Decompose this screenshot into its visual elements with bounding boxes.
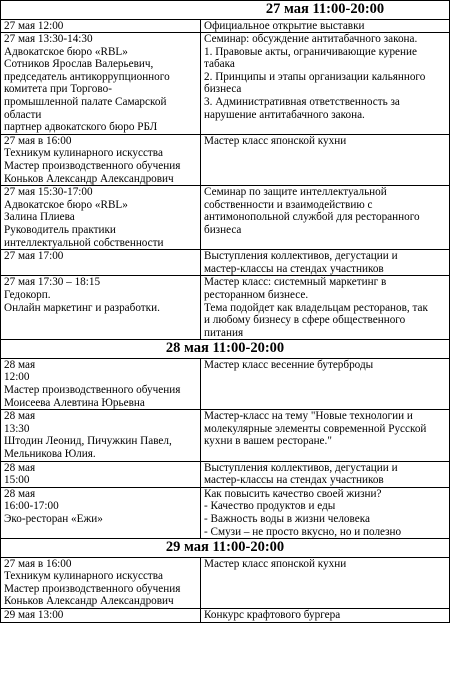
text-line: молекулярные элементы современной Русской — [204, 422, 427, 435]
text-line: 27 мая 13:30-14:30 — [4, 33, 93, 46]
event-time-speaker-cell — [1, 461, 201, 487]
day-header: 27 мая 11:00-20:00 — [1, 1, 450, 20]
text-line: 27 мая 15:30-17:00 — [4, 186, 93, 199]
day-header-row — [1, 1, 450, 20]
text-line: - Качество продуктов и еды — [204, 500, 336, 513]
text-line: 28 мая — [4, 461, 36, 474]
text-line: Мельникова Юлия. — [4, 448, 96, 460]
event-row — [1, 134, 450, 185]
text-line: Семинар по защите интеллектуальной — [204, 186, 387, 199]
text-line: Мастер класс японской кухни — [204, 557, 347, 570]
event-time-speaker-cell — [1, 186, 201, 250]
text-line: Залина Плиева — [4, 211, 75, 224]
event-description-cell — [201, 461, 450, 487]
text-line: 28 мая — [4, 410, 36, 423]
text-line: бизнеса — [204, 224, 242, 236]
text-line: Конкурс крафтового бургера — [204, 609, 341, 622]
event-time-speaker-cell — [1, 250, 201, 276]
event-row — [1, 487, 450, 538]
text-line: 29 мая 13:00 — [4, 609, 64, 622]
event-time-speaker-cell — [1, 33, 201, 135]
text-line: бизнеса — [204, 83, 242, 96]
text-line: интеллектуальной собственности — [4, 236, 164, 249]
text-line: Сотников Ярослав Валерьевич, — [4, 58, 154, 71]
event-description-cell — [201, 134, 450, 185]
text-line: Выступления коллективов, дегустации и — [204, 461, 398, 474]
text-line: мастер-классы на стендах участников — [204, 262, 384, 275]
event-description-cell — [201, 410, 450, 461]
text-line: 27 мая 17:00 — [4, 250, 64, 263]
event-description-cell — [201, 276, 450, 340]
text-line: Адвокатское бюро «RBL» — [4, 198, 128, 211]
text-line: 27 мая в 16:00 — [4, 557, 72, 570]
text-line: Коньков Александр Александрович — [4, 172, 174, 185]
day-header: 29 мая 11:00-20:00 — [1, 539, 450, 558]
text-line: Выступления коллективов, дегустации и — [204, 250, 398, 263]
text-line: Гедокорп. — [4, 288, 51, 301]
event-row — [1, 33, 450, 135]
text-line: и любому бизнесу в сфере общественного — [204, 314, 406, 327]
event-time-speaker-cell — [1, 487, 201, 538]
text-line: 2. Принципы и этапы организации кальянного — [204, 70, 426, 83]
text-line: питания — [204, 326, 244, 339]
text-line: Адвокатское бюро «RBL» — [4, 45, 128, 58]
text-line: Моисеева Алевтина Юрьевна — [4, 396, 145, 409]
event-description-cell — [201, 186, 450, 250]
day-header-row — [1, 539, 450, 558]
text-line: 1. Правовые акты, ограничивающие курение — [204, 45, 417, 58]
text-line: 16:00-17:00 — [4, 500, 59, 513]
text-line: Официальное открытие выставки — [204, 19, 365, 32]
event-description-cell — [201, 33, 450, 135]
text-line: 27 мая 12:00 — [4, 19, 64, 32]
text-line: антимонопольной службой для ресторанного — [204, 211, 420, 224]
event-row — [1, 461, 450, 487]
event-row — [1, 186, 450, 250]
event-time-speaker-cell — [1, 410, 201, 461]
text-line: табака — [204, 58, 235, 71]
text-line: кухни в вашем ресторане." — [204, 435, 332, 448]
text-line: Мастер-класс на тему "Новые технологии и — [204, 410, 413, 423]
event-time-speaker-cell — [1, 19, 201, 33]
event-row — [1, 358, 450, 409]
text-line: 15:00 — [4, 474, 30, 487]
text-line: Штодин Леонид, Пичужкин Павел, — [4, 435, 172, 448]
text-line: 27 мая 17:30 – 18:15 — [4, 276, 101, 289]
event-time-speaker-cell — [1, 134, 201, 185]
event-row — [1, 276, 450, 340]
event-description-cell — [201, 557, 450, 608]
event-time-speaker-cell — [1, 276, 201, 340]
event-time-speaker-cell — [1, 358, 201, 409]
text-line: Тема подойдет как владельцам ресторанов, так — [204, 301, 428, 314]
text-line: Семинар: обсуждение антитабачного закона. — [204, 33, 418, 46]
event-time-speaker-cell — [1, 609, 201, 623]
text-line: области — [4, 108, 42, 121]
text-line: мастер-классы на стендах участников — [204, 474, 384, 487]
text-line: 27 мая в 16:00 — [4, 134, 72, 147]
event-time-speaker-cell — [1, 557, 201, 608]
text-line: Коньков Александр Александрович — [4, 595, 174, 608]
event-row — [1, 410, 450, 461]
text-line: комитета при Торгово- — [4, 83, 112, 96]
text-line: Онлайн маркетинг и разработки. — [4, 301, 160, 314]
text-line: Эко-ресторан «Ежи» — [4, 512, 103, 525]
text-line: нарушение антитабачного закона. — [204, 108, 365, 121]
event-description-cell — [201, 358, 450, 409]
text-line: - Смузи – не просто вкусно, но и полезно — [204, 525, 402, 538]
text-line: Мастер производственного обучения — [4, 582, 181, 595]
event-row — [1, 609, 450, 623]
text-line: Мастер класс японской кухни — [204, 134, 347, 147]
text-line: промышленной палате Самарской — [4, 96, 167, 109]
day-header-row — [1, 340, 450, 359]
text-line: партнер адвокатского бюро РБЛ — [4, 121, 158, 134]
text-line: - Важность воды в жизни человека — [204, 512, 370, 525]
text-line: Руководитель практики — [4, 224, 116, 236]
event-description-cell — [201, 250, 450, 276]
text-line: Мастер производственного обучения — [4, 384, 181, 397]
text-line: Как повысить качество своей жизни? — [204, 487, 382, 500]
event-description-cell — [201, 487, 450, 538]
text-line: 13:30 — [4, 422, 30, 435]
text-line: собственности и взаимодействию с — [204, 198, 373, 211]
event-description-cell — [201, 609, 450, 623]
event-row — [1, 557, 450, 608]
day-header: 28 мая 11:00-20:00 — [1, 340, 450, 359]
text-line: 28 мая — [4, 487, 36, 500]
text-line: ресторанном бизнесе. — [204, 288, 309, 301]
event-row — [1, 250, 450, 276]
text-line: Техникум кулинарного искусства — [4, 570, 163, 583]
text-line: Техникум кулинарного искусства — [4, 147, 163, 160]
text-line: Мастер класс весенние бутерброды — [204, 358, 374, 371]
event-description-cell — [201, 19, 450, 33]
text-line: Мастер класс: системный маркетинг в — [204, 276, 387, 289]
text-line: 12:00 — [4, 371, 30, 384]
event-row — [1, 19, 450, 33]
text-line: 3. Административная ответственность за — [204, 96, 400, 109]
text-line: председатель антикоррупционного — [4, 70, 170, 83]
text-line: Мастер производственного обучения — [4, 160, 181, 173]
text-line: 28 мая — [4, 358, 36, 371]
